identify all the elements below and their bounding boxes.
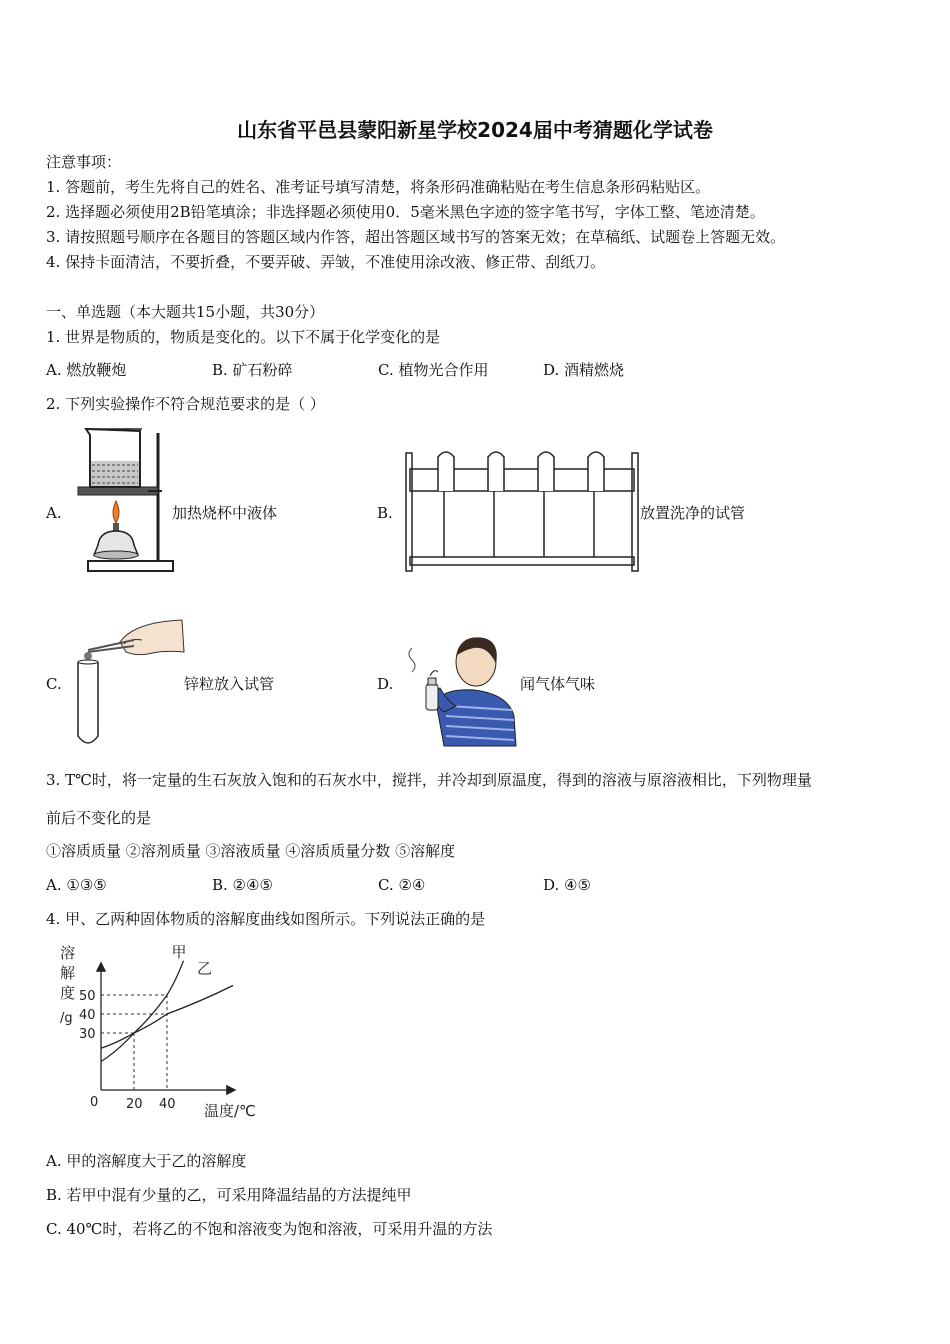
x-tick-label: 40 [159, 1097, 176, 1112]
series-label: 甲 [171, 942, 187, 961]
notice-item: 2. 选择题必须使用2B铅笔填涂；非选择题必须使用0．5毫米黑色字迹的签字笔书写，字体工整、笔迹清楚。 [46, 203, 765, 221]
x-tick-label: 20 [126, 1097, 143, 1112]
q1-option-c: C. 植物光合作用 [378, 361, 489, 379]
test-tube-rack-illustration [404, 447, 644, 575]
smelling-gas-illustration [404, 632, 519, 750]
q2-d-caption: 闻气体气味 [520, 675, 596, 693]
y-axis-label-char: 解 [60, 964, 76, 982]
q4-option-c: C. 40℃时，若将乙的不饱和溶液变为饱和溶液，可采用升温的方法 [46, 1220, 493, 1238]
beaker-heating-illustration [78, 425, 178, 575]
q3-option-c: C. ②④ [378, 876, 426, 894]
series-label: 乙 [197, 959, 213, 978]
q3-option-a: A. ①③⑤ [46, 876, 107, 894]
q1-option-d: D. 酒精燃烧 [543, 361, 625, 379]
y-axis-label-char: /g [60, 1011, 73, 1026]
zinc-into-tube-illustration [72, 612, 187, 752]
y-tick-label: 50 [79, 989, 96, 1004]
q3-stem-line2: 前后不变化的是 [46, 809, 152, 827]
q2-c-caption: 锌粒放入试管 [184, 675, 275, 693]
q2-b-caption: 放置洗净的试管 [640, 504, 746, 522]
q4-option-b: B. 若甲中混有少量的乙，可采用降温结晶的方法提纯甲 [46, 1186, 412, 1204]
q4-stem: 4. 甲、乙两种固体物质的溶解度曲线如图所示。下列说法正确的是 [46, 910, 486, 928]
y-tick-label: 30 [79, 1027, 96, 1042]
q2-stem: 2. 下列实验操作不符合规范要求的是（ ） [46, 395, 325, 413]
q4-option-a: A. 甲的溶解度大于乙的溶解度 [46, 1152, 247, 1170]
q2-c-letter: C. [46, 675, 62, 693]
q2-b-letter: B. [377, 504, 393, 522]
q3-items: ①溶质质量 ②溶剂质量 ③溶液质量 ④溶质质量分数 ⑤溶解度 [46, 842, 456, 860]
q3-stem-line1: 3. T℃时，将一定量的生石灰放入饱和的石灰水中，搅拌，并冷却到原温度，得到的溶液与原溶液相比，下列物理量 [46, 771, 812, 789]
q2-a-caption: 加热烧杯中液体 [172, 504, 278, 522]
y-axis-label-char: 度 [60, 984, 76, 1002]
series-curve-jia [101, 961, 184, 1062]
origin-label: 0 [90, 1095, 99, 1110]
q1-option-a: A. 燃放鞭炮 [46, 361, 127, 379]
q2-d-letter: D. [377, 675, 394, 693]
q2-a-letter: A. [46, 504, 62, 522]
section-heading: 一、单选题（本大题共15小题，共30分） [46, 303, 325, 321]
solubility-chart [54, 940, 274, 1125]
y-axis-label-char: 溶 [60, 944, 76, 962]
q1-stem: 1. 世界是物质的，物质是变化的。以下不属于化学变化的是 [46, 328, 441, 346]
notice-item: 3. 请按照题号顺序在各题目的答题区域内作答，超出答题区域书写的答案无效；在草稿纸、试题卷上答题无效。 [46, 228, 786, 246]
y-tick-label: 40 [79, 1008, 96, 1023]
notice-heading: 注意事项： [46, 153, 122, 171]
notice-item: 4. 保持卡面清洁，不要折叠，不要弄破、弄皱，不准使用涂改液、修正带、刮纸刀。 [46, 253, 606, 271]
page-title: 山东省平邑县蒙阳新星学校2024届中考猜题化学试卷 [237, 118, 713, 142]
q3-option-d: D. ④⑤ [543, 876, 591, 894]
x-axis-label: 温度/℃ [204, 1102, 256, 1120]
notice-item: 1. 答题前，考生先将自己的姓名、准考证号填写清楚，将条形码准确粘贴在考生信息条形码粘贴区。 [46, 178, 711, 196]
q3-option-b: B. ②④⑤ [212, 876, 273, 894]
q1-option-b: B. 矿石粉碎 [212, 361, 293, 379]
